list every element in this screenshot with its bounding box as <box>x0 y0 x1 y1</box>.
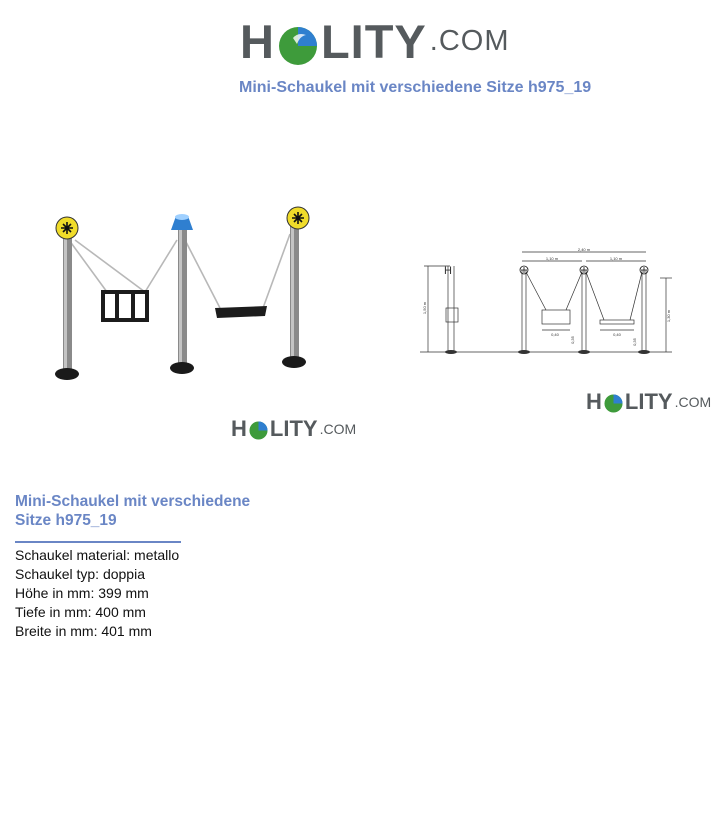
product-title-line1: Mini-Schaukel mit verschiedene <box>15 493 251 510</box>
logo-text-h: H <box>231 416 247 441</box>
dim-clear-left: 0,35 <box>570 336 575 344</box>
logo-ball-icon <box>249 420 268 439</box>
logo-ball-icon <box>278 22 318 62</box>
title-divider <box>15 541 181 543</box>
logo-text-lity: LITY <box>624 389 673 414</box>
logo-text-lity: LITY <box>320 15 427 68</box>
dim-total: 2,40 m <box>577 248 591 252</box>
dim-seat-left: 0,40 <box>551 332 559 337</box>
spec-width: Breite in mm: 401 mm <box>15 623 152 639</box>
side-label: H <box>444 265 452 277</box>
logo-text-h: H <box>586 389 602 414</box>
logo-ball-icon <box>604 393 623 412</box>
dim-height-left: 1,50 m <box>422 301 427 315</box>
spec-type: Schaukel typ: doppia <box>15 566 145 582</box>
posts <box>63 226 299 372</box>
dim-clear-right: 0,35 <box>632 338 637 346</box>
logo-text-com: .COM <box>429 25 510 57</box>
dim-span-left: 1,10 m <box>545 256 559 261</box>
product-title <box>15 492 285 530</box>
dim-height-right: 1,30 m <box>666 309 671 323</box>
flat-seat <box>215 306 267 318</box>
logo-text-com: .COM <box>319 421 357 437</box>
product-image <box>45 200 345 390</box>
logo-text-h: H <box>240 15 275 68</box>
dim-span-right: 1,10 m <box>609 256 623 261</box>
dim-seat-right: 0,40 <box>613 332 621 337</box>
page-title: Mini-Schaukel mit verschiedene Sitze h975_19 <box>239 79 592 96</box>
spec-height: Höhe in mm: 399 mm <box>15 585 149 601</box>
logo-text-lity: LITY <box>269 416 318 441</box>
spec-list <box>15 546 179 641</box>
holity-logo-small <box>231 416 356 442</box>
spec-material: Schaukel material: metallo <box>15 547 180 563</box>
technical-drawing <box>420 248 680 358</box>
holity-logo-small <box>586 389 711 415</box>
holity-logo[interactable] <box>240 14 510 69</box>
baby-seat <box>103 292 147 320</box>
spec-depth: Tiefe in mm: 400 mm <box>15 604 146 620</box>
product-title-line2: Sitze h975_19 <box>15 512 117 529</box>
logo-text-com: .COM <box>674 394 712 410</box>
